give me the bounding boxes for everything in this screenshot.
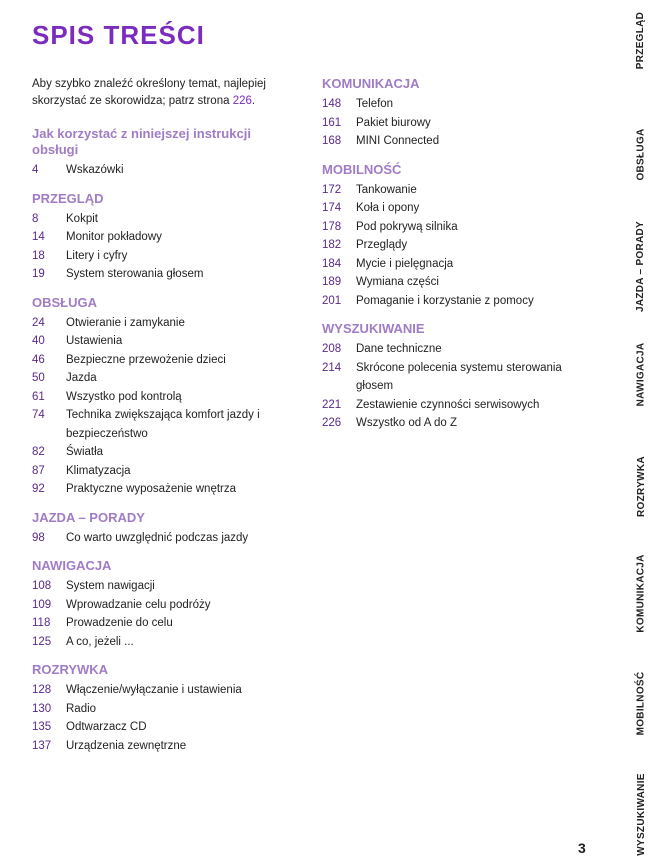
section-heading[interactable]: OBSŁUGA	[32, 294, 97, 310]
toc-entry[interactable]	[322, 255, 592, 274]
toc-entry[interactable]	[32, 577, 294, 596]
entry-label: Litery i cyfry	[66, 249, 128, 262]
entry-page-number: 161	[322, 116, 342, 129]
entry-label: Pod pokrywą silnika	[356, 220, 458, 233]
toc-entry[interactable]	[32, 161, 294, 180]
entry-label: MINI Connected	[356, 135, 440, 147]
entry-label: Monitor pokładowy	[66, 231, 162, 243]
entry-page-number: 98	[32, 531, 45, 544]
toc-entry[interactable]	[32, 406, 294, 443]
entry-page-number: 130	[32, 702, 52, 715]
toc-entry[interactable]	[32, 228, 294, 247]
entry-page-number: 24	[32, 316, 45, 329]
toc-entry[interactable]	[32, 718, 294, 737]
entry-label: Urządzenia zewnętrzne	[66, 739, 187, 752]
entry-label: Przeglądy	[356, 239, 408, 251]
entry-page-number: 19	[32, 268, 45, 280]
entry-label: Otwieranie i zamykanie	[66, 316, 185, 329]
entry-label: Światła	[66, 446, 104, 458]
intro-sentence: Aby szybko znaleźć określony temat, najlepiej skorzystać ze skorowidza; patrz strona	[32, 78, 266, 107]
entry-page-number: 82	[32, 446, 45, 458]
entry-page-number: 184	[322, 257, 342, 270]
tab-rozrywka[interactable]	[627, 448, 655, 524]
toc-entry[interactable]	[322, 114, 592, 133]
toc-entry[interactable]	[322, 181, 592, 200]
tab-nawigacja[interactable]	[627, 336, 655, 412]
entry-page-number: 14	[32, 231, 45, 243]
entry-label: Wymiana części	[356, 276, 439, 288]
toc-entry[interactable]	[322, 95, 592, 114]
toc-entry[interactable]	[32, 369, 294, 388]
entry-label: Bezpieczne przewożenie dzieci	[66, 353, 226, 366]
entry-page-number: 178	[322, 220, 342, 233]
toc-entry[interactable]	[32, 681, 294, 700]
entry-page-number: 221	[322, 398, 342, 411]
toc-entry[interactable]	[32, 388, 294, 407]
tab-przeglad[interactable]	[627, 8, 655, 72]
entry-page-number: 226	[322, 417, 342, 429]
tab-label: MOBILNOŚĆ	[635, 671, 647, 735]
entry-label: Pomaganie i korzystanie z pomocy	[356, 294, 534, 307]
tab-komunikacja[interactable]	[627, 548, 655, 638]
entry-page-number: 208	[322, 343, 342, 355]
toc-section	[32, 558, 294, 651]
toc-entry[interactable]	[322, 132, 592, 151]
entry-page-number: 109	[32, 598, 52, 611]
tab-label: JAZDA – PORADY	[635, 220, 647, 312]
entry-label: A co, jeżeli ...	[66, 635, 134, 648]
section-heading[interactable]: NAWIGACJA	[32, 558, 112, 573]
section-heading[interactable]: WYSZUKIWANIE	[322, 321, 425, 336]
entry-label: Wprowadzanie celu podróży	[66, 598, 211, 611]
entry-page-number: 74	[32, 409, 45, 421]
entry-label: Jazda	[66, 372, 97, 384]
entry-page-number: 182	[322, 239, 342, 251]
entry-label: Praktyczne wyposażenie wnętrza	[66, 483, 237, 495]
toc-entry[interactable]	[32, 462, 294, 481]
entry-page-number: 174	[322, 202, 342, 214]
entry-page-number: 4	[32, 164, 39, 176]
toc-section	[32, 191, 294, 284]
entry-label: Prowadzenie do celu	[66, 617, 173, 629]
entry-page-number: 135	[32, 721, 52, 733]
entry-label: Co warto uwzględnić podczas jazdy	[66, 531, 249, 544]
toc-entry[interactable]	[322, 199, 592, 218]
toc-entry[interactable]	[322, 340, 592, 359]
entry-page-number: 168	[322, 135, 342, 147]
entry-label: Radio	[66, 702, 97, 715]
entry-label: Włączenie/wyłączanie i ustawienia	[66, 684, 242, 696]
tab-mobilnosc[interactable]	[627, 664, 655, 742]
entry-label: Wskazówki	[66, 164, 124, 176]
toc-entry[interactable]	[322, 273, 592, 292]
section-heading[interactable]: JAZDA – PORADY	[32, 509, 145, 525]
entry-page-number: 61	[32, 390, 45, 403]
toc-entry[interactable]	[322, 414, 592, 433]
tab-wyszukiwanie[interactable]	[627, 768, 655, 860]
entry-label: Klimatyzacja	[66, 464, 131, 477]
entry-label: Pakiet biurowy	[356, 116, 431, 129]
toc-entry[interactable]	[32, 737, 294, 756]
entry-label: System sterowania głosem	[66, 268, 204, 280]
tab-label: OBSŁUGA	[635, 127, 647, 181]
toc-left-column	[32, 76, 294, 766]
entry-page-number: 92	[32, 483, 45, 495]
section-heading[interactable]: KOMUNIKACJA	[322, 76, 420, 91]
toc-entry[interactable]	[32, 210, 294, 229]
tab-label: NAWIGACJA	[635, 342, 647, 406]
toc-entry[interactable]	[32, 332, 294, 351]
entry-page-number: 18	[32, 249, 45, 262]
entry-page-number: 125	[32, 635, 52, 648]
toc-entry[interactable]	[322, 236, 592, 255]
entry-label: Mycie i pielęgnacja	[356, 257, 454, 270]
toc-entry[interactable]	[32, 614, 294, 633]
toc-sections-left	[32, 126, 294, 755]
tab-label: ROZRYWKA	[635, 455, 647, 517]
entry-page-number: 214	[322, 361, 342, 374]
toc-entry[interactable]	[32, 443, 294, 462]
toc-section	[322, 321, 592, 433]
page-number: 3	[578, 840, 586, 856]
tab-label: KOMUNIKACJA	[635, 553, 647, 633]
entry-page-number: 172	[322, 183, 342, 196]
entry-label: Zestawienie czynności serwisowych	[356, 398, 540, 411]
entry-page-number: 46	[32, 353, 45, 366]
entry-page-number: 201	[322, 294, 342, 307]
tab-jazda-porady[interactable]	[627, 216, 655, 316]
entry-label: Ustawienia	[66, 335, 123, 347]
toc-section	[32, 510, 294, 548]
entry-page-number: 50	[32, 372, 45, 384]
tab-label: PRZEGLĄD	[635, 11, 647, 69]
index-page-link[interactable]: 226	[232, 95, 252, 107]
section-heading[interactable]: ROZRYWKA	[32, 662, 109, 677]
tab-label: WYSZUKIWANIE	[635, 772, 647, 856]
tab-obsluga[interactable]	[627, 122, 655, 186]
entry-label: Odtwarzacz CD	[66, 721, 147, 733]
chapter-tabs	[627, 0, 657, 864]
toc-entry[interactable]	[32, 596, 294, 615]
toc-entry[interactable]	[32, 265, 294, 284]
entry-label: Technika zwiększająca komfort jazdy i bezpieczeństwo	[66, 409, 260, 440]
toc-sections-right	[322, 76, 592, 433]
entry-page-number: 148	[322, 98, 342, 110]
toc-section	[32, 662, 294, 755]
toc-entry[interactable]	[32, 633, 294, 652]
entry-page-number: 8	[32, 212, 39, 225]
entry-label: System nawigacji	[66, 580, 155, 592]
intro-end: .	[251, 95, 256, 107]
toc-entry[interactable]	[32, 480, 294, 499]
section-heading[interactable]: PRZEGLĄD	[32, 190, 104, 206]
entry-label: Tankowanie	[356, 183, 417, 196]
toc-entry[interactable]	[32, 700, 294, 719]
entry-page-number: 118	[32, 617, 51, 629]
toc-entry[interactable]	[32, 351, 294, 370]
toc-section	[32, 295, 294, 499]
toc-entry[interactable]	[322, 292, 592, 311]
toc-section	[32, 126, 294, 180]
entry-page-number: 40	[32, 335, 45, 347]
page-title: SPIS TREŚCI	[32, 20, 205, 50]
toc-right-column	[322, 76, 592, 444]
entry-label: Wszystko od A do Z	[356, 417, 457, 429]
entry-label: Dane techniczne	[356, 343, 442, 355]
toc-entry[interactable]	[322, 218, 592, 237]
toc-entry[interactable]	[322, 396, 592, 415]
section-heading[interactable]: Jak korzystać z niniejszej instrukcji obsługi	[32, 126, 251, 157]
entry-page-number: 108	[32, 580, 52, 592]
toc-entry[interactable]	[32, 247, 294, 266]
entry-page-number: 137	[32, 739, 52, 752]
intro-text	[32, 76, 294, 110]
section-heading[interactable]: MOBILNOŚĆ	[322, 161, 402, 177]
entry-label: Telefon	[356, 98, 394, 110]
entry-label: Skrócone polecenia systemu sterowania głosem	[356, 361, 562, 392]
toc-entry[interactable]	[322, 359, 592, 396]
entry-label: Koła i opony	[356, 202, 420, 214]
toc-section	[322, 162, 592, 311]
toc-section	[322, 76, 592, 151]
toc-entry[interactable]	[32, 529, 294, 548]
entry-page-number: 87	[32, 464, 45, 477]
entry-page-number: 189	[322, 276, 342, 288]
entry-label: Kokpit	[66, 212, 98, 225]
entry-label: Wszystko pod kontrolą	[66, 390, 182, 403]
entry-page-number: 128	[32, 684, 52, 696]
toc-entry[interactable]	[32, 314, 294, 333]
